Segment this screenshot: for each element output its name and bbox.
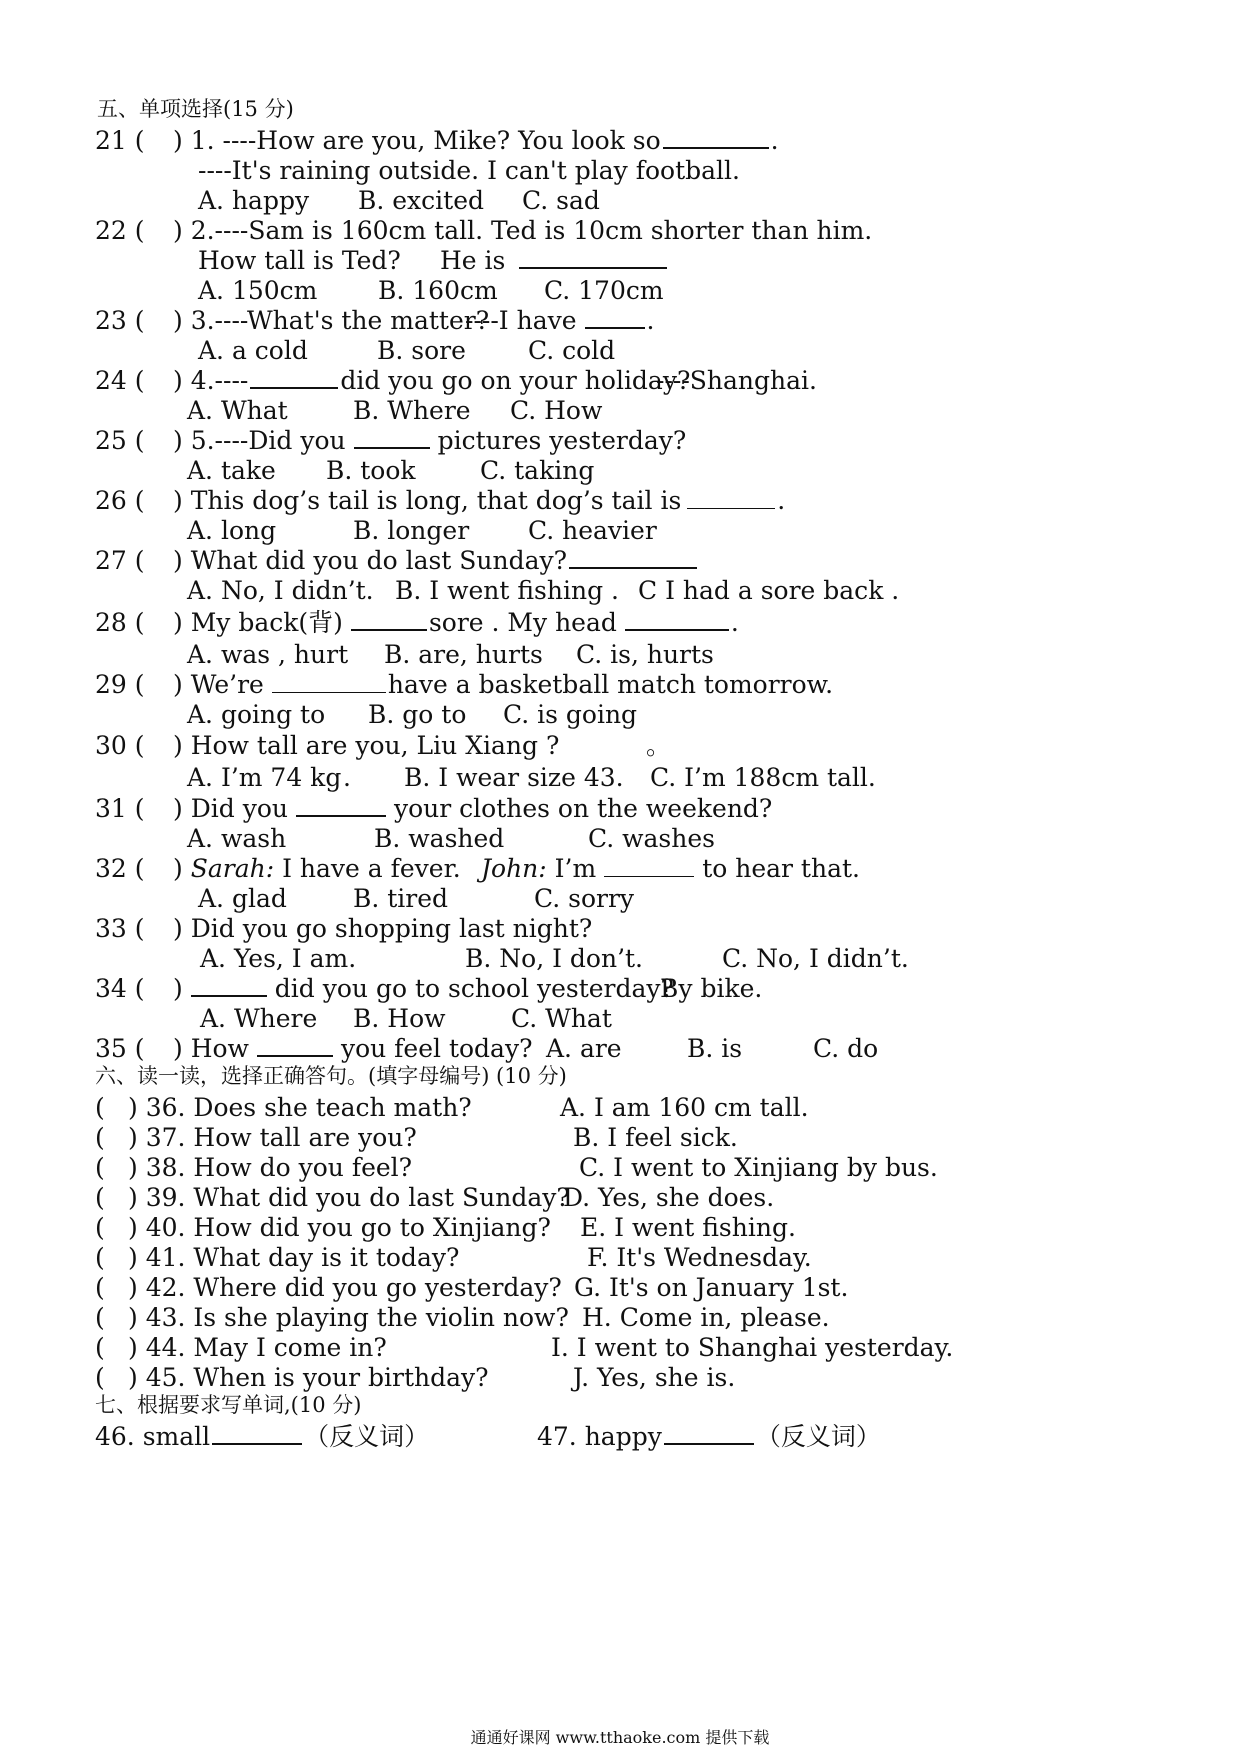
q22-option-a: A. 150cm <box>198 276 318 305</box>
q34-stem: ) did you go to school yesterday? <box>173 974 674 1003</box>
match-question: ) 42. Where did you go yesterday? <box>128 1273 562 1302</box>
q25-option-b: B. took <box>326 456 416 485</box>
match-question: ) 38. How do you feel? <box>128 1153 413 1182</box>
match-question: ) 40. How did you go to Xinjiang? <box>128 1213 551 1242</box>
q22-option-c: C. 170cm <box>544 276 664 305</box>
answer-blank[interactable] <box>664 1442 754 1445</box>
q24-answer: ----Shanghai. <box>656 366 817 395</box>
match-question: ) 43. Is she playing the violin now? <box>128 1303 569 1332</box>
section-five-heading: 五、单项选择(15 分) <box>97 97 294 121</box>
q25-number: 25 ( <box>95 426 145 455</box>
q31-option-a: A. wash <box>187 824 287 853</box>
q21-option-a: A. happy <box>198 186 310 215</box>
answer-blank[interactable] <box>212 1442 302 1445</box>
match-answer-slot[interactable]: ( <box>95 1213 105 1242</box>
q33-option-b: B. No, I don’t. <box>465 944 644 973</box>
q31-option-b: B. washed <box>374 824 505 853</box>
match-question: ) 39. What did you do last Sunday? <box>128 1183 570 1212</box>
q32-number: 32 ( <box>95 854 145 883</box>
q27-option-a: A. No, I didn’t. <box>187 576 374 605</box>
match-question: ) 45. When is your birthday? <box>128 1363 489 1392</box>
section-seven-heading: 七、根据要求写单词,(10 分) <box>95 1393 362 1417</box>
answer-blank[interactable] <box>351 628 427 631</box>
q35-option-c: C. do <box>813 1034 879 1063</box>
q28-number: 28 ( <box>95 608 145 637</box>
q33-option-c: C. No, I didn’t. <box>722 944 909 973</box>
answer-blank[interactable] <box>354 446 430 449</box>
answer-blank[interactable] <box>296 814 386 817</box>
q21-option-b: B. excited <box>358 186 485 215</box>
match-question: ) 36. Does she teach math? <box>128 1093 472 1122</box>
answer-blank[interactable] <box>191 994 267 997</box>
match-question: ) 41. What day is it today? <box>128 1243 460 1272</box>
match-question: ) 37. How tall are you? <box>128 1123 417 1152</box>
match-answer-slot[interactable]: ( <box>95 1333 105 1362</box>
match-answer-slot[interactable]: ( <box>95 1243 105 1272</box>
q24-number: 24 ( <box>95 366 145 395</box>
answer-blank[interactable] <box>604 875 694 877</box>
q30-option-b: B. I wear size 43. <box>404 763 624 792</box>
q23-option-a: A. a cold <box>198 336 308 365</box>
match-answer-slot[interactable]: ( <box>95 1153 105 1182</box>
q31-stem: ) Did you your clothes on the weekend? <box>173 794 773 823</box>
q24-stem: ) 4.---- did you go on your holiday? <box>173 366 691 395</box>
q34-number: 34 ( <box>95 974 145 1003</box>
q28-option-c: C. is, hurts <box>576 640 714 669</box>
q33-stem: ) Did you go shopping last night? <box>173 914 593 943</box>
answer-blank[interactable] <box>569 566 697 569</box>
q27-number: 27 ( <box>95 546 145 575</box>
answer-blank[interactable] <box>625 628 729 631</box>
match-answer-slot[interactable]: ( <box>95 1093 105 1122</box>
q28-stem: ) My back(背) sore . My head . <box>173 608 739 637</box>
q25-stem: ) 5.----Did you pictures yesterday? <box>173 426 687 455</box>
q21-stem: ) 1. ----How are you, Mike? You look so . <box>173 126 779 155</box>
match-answer-option: D. Yes, she does. <box>563 1183 775 1212</box>
q29-option-c: C. is going <box>503 700 638 729</box>
q30-number: 30 ( <box>95 731 145 760</box>
q27-option-c: C I had a sore back . <box>638 576 900 605</box>
match-answer-option: F. It's Wednesday. <box>587 1243 812 1272</box>
q31-number: 31 ( <box>95 794 145 823</box>
q32-option-a: A. glad <box>198 884 287 913</box>
q35-option-a: A. are <box>546 1034 622 1063</box>
q21-option-c: C. sad <box>522 186 600 215</box>
q34-option-b: B. How <box>353 1004 446 1033</box>
match-answer-slot[interactable]: ( <box>95 1303 105 1332</box>
answer-blank[interactable] <box>687 507 775 509</box>
q21-number: 21 ( <box>95 126 145 155</box>
match-answer-slot[interactable]: ( <box>95 1183 105 1212</box>
answer-blank[interactable] <box>519 266 667 269</box>
q30-end-mark: 。 <box>646 731 672 760</box>
q22-number: 22 ( <box>95 216 145 245</box>
q30-option-c: C. I’m 188cm tall. <box>650 763 876 792</box>
match-question: ) 44. May I come in? <box>128 1333 387 1362</box>
q35-stem: ) How you feel today? <box>173 1034 533 1063</box>
q22-line2b: He is <box>440 248 669 273</box>
match-answer-option: J. Yes, she is. <box>573 1363 736 1392</box>
q23-option-b: B. sore <box>377 336 466 365</box>
q23-number: 23 ( <box>95 306 145 335</box>
q46-word: 46. small （反义词） <box>95 1422 430 1451</box>
match-answer-option: H. Come in, please. <box>582 1303 830 1332</box>
q26-option-b: B. longer <box>353 516 470 545</box>
q22-stem: ) 2.----Sam is 160cm tall. Ted is 10cm shorter than him. <box>173 216 873 245</box>
q29-stem: ) We’re have a basketball match tomorrow. <box>173 670 834 699</box>
q26-number: 26 ( <box>95 486 145 515</box>
match-answer-slot[interactable]: ( <box>95 1363 105 1392</box>
match-answer-slot[interactable]: ( <box>95 1123 105 1152</box>
q32-option-b: B. tired <box>353 884 449 913</box>
q30-option-a: A. I’m 74 kg <box>187 763 342 792</box>
footer-credit: 通通好课网 www.tthaoke.com 提供下载 <box>470 1728 770 1747</box>
match-answer-option: E. I went fishing. <box>580 1213 796 1242</box>
q32-option-c: C. sorry <box>534 884 635 913</box>
match-answer-slot[interactable]: ( <box>95 1273 105 1302</box>
q33-number: 33 ( <box>95 914 145 943</box>
answer-blank[interactable] <box>257 1054 333 1057</box>
q27-stem: ) What did you do last Sunday? <box>173 548 699 573</box>
match-answer-option: I. I went to Shanghai yesterday. <box>551 1333 954 1362</box>
answer-blank[interactable] <box>585 326 645 329</box>
q26-option-c: C. heavier <box>528 516 657 545</box>
q47-word: 47. happy （反义词） <box>537 1422 881 1451</box>
q32-stem-2: John: I’m to hear that. <box>481 854 860 883</box>
match-answer-option: A. I am 160 cm tall. <box>560 1093 809 1122</box>
q23-option-c: C. cold <box>528 336 616 365</box>
q33-option-a: A. Yes, I am. <box>200 944 357 973</box>
q27-option-b: B. I went fishing . <box>395 576 619 605</box>
q28-option-b: B. are, hurts <box>384 640 543 669</box>
match-answer-option: G. It's on January 1st. <box>574 1273 849 1302</box>
q23-stem: ) 3.----What's the matter? <box>173 306 490 335</box>
q23-stem-2: ----I have . <box>465 306 655 335</box>
q34-option-c: C. What <box>511 1004 612 1033</box>
q24-option-a: A. What <box>187 396 288 425</box>
q34-option-a: A. Where <box>200 1004 318 1033</box>
q22-line2a: How tall is Ted? <box>198 246 401 275</box>
q24-option-b: B. Where <box>353 396 471 425</box>
q35-number: 35 ( <box>95 1034 145 1063</box>
q25-option-c: C. taking <box>480 456 595 485</box>
q29-option-b: B. go to <box>368 700 467 729</box>
answer-blank[interactable] <box>272 691 386 693</box>
q25-option-a: A. take <box>187 456 276 485</box>
match-answer-option: B. I feel sick. <box>573 1123 738 1152</box>
q29-option-a: A. going to <box>187 700 326 729</box>
q24-option-c: C. How <box>510 396 603 425</box>
q22-option-b: B. 160cm <box>378 276 498 305</box>
section-six-heading: 六、读一读，选择正确答句。(填字母编号) (10 分) <box>95 1064 567 1088</box>
q30-option-a-dot: . <box>343 763 351 792</box>
q26-stem: ) This dog’s tail is long, that dog’s tail is . <box>173 486 786 515</box>
q21-line2: ----It's raining outside. I can't play football. <box>198 156 740 185</box>
match-answer-option: C. I went to Xinjiang by bus. <box>579 1153 938 1182</box>
answer-blank[interactable] <box>250 386 338 389</box>
q32-stem: ) Sarah: I have a fever. <box>173 854 461 883</box>
q29-number: 29 ( <box>95 670 145 699</box>
q31-option-c: C. washes <box>588 824 715 853</box>
q34-answer: By bike. <box>660 974 763 1003</box>
q28-option-a: A. was , hurt <box>187 640 349 669</box>
answer-blank[interactable] <box>663 146 769 149</box>
q26-option-a: A. long <box>187 516 277 545</box>
q30-stem: ) How tall are you, Liu Xiang ? <box>173 731 560 760</box>
q35-option-b: B. is <box>687 1034 743 1063</box>
